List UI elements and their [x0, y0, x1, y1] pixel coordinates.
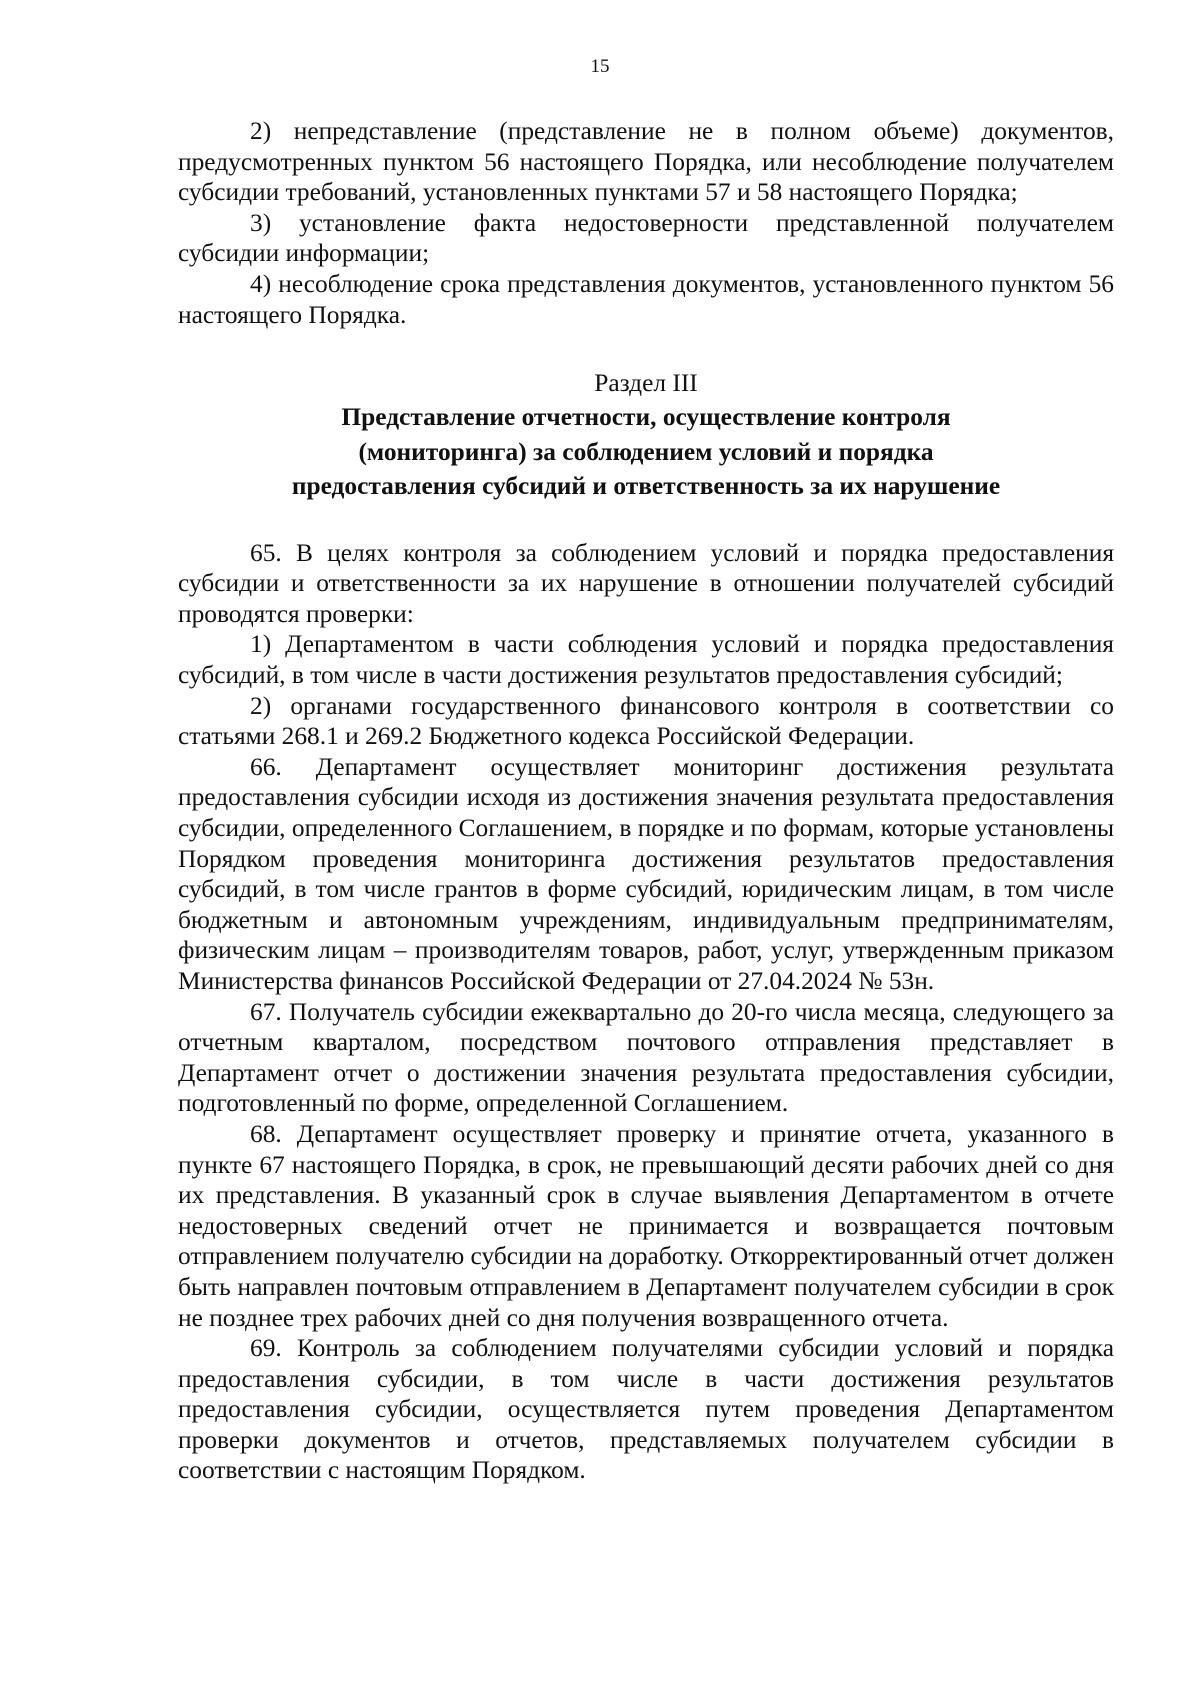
section-heading [178, 366, 1114, 504]
document-body [178, 116, 1114, 1486]
section-title-line: Представление отчетности, осуществление контроля [341, 403, 951, 432]
paragraph-69: 69. Контроль за соблюдением получателями субсидии условий и порядка предоставления субсидии, в том числе в части достижения результатов предоставления субсидии, осуществляется путем проведения Департаментом проверки документов и отчетов, представляемых получателем субсидии в соответствии с настоящим Порядком. [178, 1334, 1114, 1485]
list-item-2: 2) непредставление (представление не в полном объеме) документов, предусмотренных пунктом 56 настоящего Порядка, или несоблюдение получателем субсидии требований, установленных пунктами 57 и 58 настоящего Порядка; [178, 117, 1114, 207]
paragraph-68: 68. Департамент осуществляет проверку и принятие отчета, указанного в пункте 67 настоящего Порядка, в срок, не превышающий десяти рабочих дней со дня их представления. В указанный срок в случае выявления Департаментом в отчете недостоверных сведений отчет не принимается и возвращается почтовым отправлением получателю субсидии на доработку. Откорректированный отчет должен быть направлен почтовым отправлением в Департамент получателем субсидии в срок не позднее трех рабочих дней со дня получения возвращенного отчета. [178, 1119, 1114, 1332]
paragraph-66: 66. Департамент осуществляет мониторинг достижения результата предоставления субсидии исходя из достижения значения результата предоставления субсидии, определенного Соглашением, в порядке и по формам, которые установлены Порядком проведения мониторинга достижения результатов предоставления субсидий, в том числе грантов в форме субсидий, юридическим лицам, в том числе бюджетным и автономным учреждениям, индивидуальным предпринимателям, физическим лицам – производителям товаров, работ, услуг, утвержденным приказом Министерства финансов Российской Федерации от 27.04.2024 № 53н. [178, 752, 1114, 995]
section-label: Раздел III [594, 369, 698, 398]
paragraph-65: 65. В целях контроля за соблюдением условий и порядка предоставления субсидии и ответственности за их нарушение в отношении получателей субсидий проводятся проверки: [178, 538, 1114, 628]
page-number: 15 [590, 56, 610, 77]
list-item-4: 4) несоблюдение срока представления документов, установленного пунктом 56 настоящего Порядка. [178, 269, 1114, 329]
paragraph-67: 67. Получатель субсидии ежеквартально до 20-го числа месяца, следующего за отчетным кварталом, посредством почтового отправления представляет в Департамент отчет о достижении значения результата предоставления субсидии, подготовленный по форме, определенной Соглашением. [178, 997, 1114, 1118]
section-title-line: предоставления субсидий и ответственность за их нарушение [291, 472, 1001, 501]
section-title-line: (мониторинга) за соблюдением условий и порядка [358, 437, 934, 466]
list-item-3: 3) установление факта недостоверности представленной получателем субсидии информации; [178, 208, 1114, 268]
paragraph-65-item-2: 2) органами государственного финансового контроля в соответствии со статьями 268.1 и 269.2 Бюджетного кодекса Российской Федерации. [178, 691, 1114, 751]
paragraph-65-item-1: 1) Департаментом в части соблюдения условий и порядка предоставления субсидий, в том числе в части достижения результатов предоставления субсидий; [178, 630, 1114, 690]
